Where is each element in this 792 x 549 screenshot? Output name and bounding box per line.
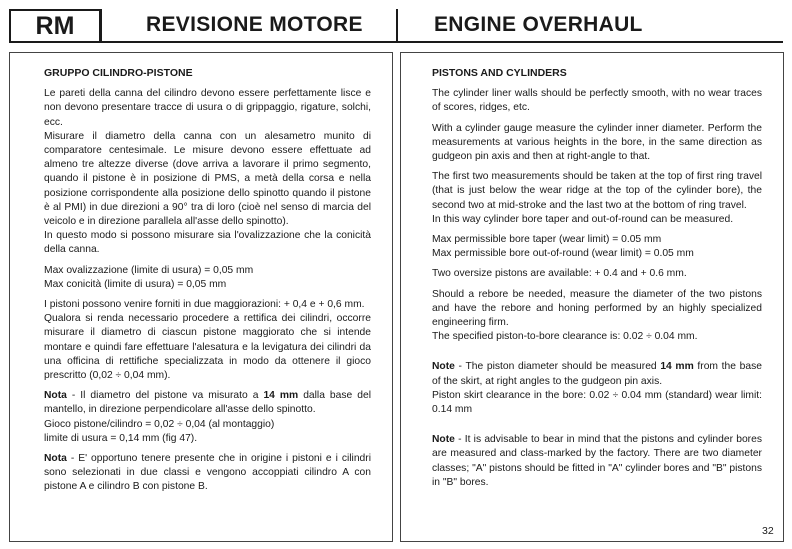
english-skirt-clearance: Piston skirt clearance in the bore: 0.02 ÷ 0.04 mm (standard) wear limit: 0.14 mm bbox=[432, 389, 762, 416]
english-paragraph-1: The cylinder liner walls should be perfectly smooth, with no wear traces of scores, ridges, etc. bbox=[432, 88, 762, 114]
english-note-2: Note - It is advisable to bear in mind that the pistons and cylinder bores are measured and class-marked by the factory. There are two diameter classes; "A" pistons should be fitted in "A" cylinder bores and "B" pistons in "B" bores. bbox=[432, 434, 762, 488]
header-divider-center bbox=[396, 9, 398, 43]
italian-rebore: Qualora si renda necessario procedere a rettifica dei cilindri, occorre misurare il diametro di ciascun pistone maggiorato che si intende montare e quindi fare effettuare l'alesatura e la levigatura dei cilindri da una officina di rettifiche specializzata in modo da ottenere il gioco prescritto (0,02 ÷ 0,04 mm). bbox=[44, 313, 371, 382]
page-header bbox=[0, 0, 792, 46]
english-paragraph-4: In this way cylinder bore taper and out-of-round can be measured. bbox=[432, 213, 734, 225]
english-limits bbox=[432, 233, 762, 261]
title-english: ENGINE OVERHAUL bbox=[434, 13, 643, 36]
title-italian: REVISIONE MOTORE bbox=[146, 13, 363, 36]
note-label: Nota bbox=[44, 453, 67, 465]
italian-heading: GRUPPO CILINDRO-PISTONE bbox=[44, 67, 193, 79]
english-note-1: Note - The piston diameter should be measured 14 mm from the base of the skirt, at right angles to the gudgeon pin axis. bbox=[432, 361, 762, 387]
italian-paragraph-2: Misurare il diametro della canna con un alesametro munito di comparatore centesimale. Le misure devono essere effettuate ad almeno tre altezze diverse (dove arriva a lavorare il primo segmento, quando il pistone è in posizione di PMS, a metà della corsa e nella posizione corrispondente alla posizione dello spinotto quando il pistone è al PMI) in due direzioni a 90° tra di loro (cioè nel senso di marcia del veicolo e in direzione parallela all'asse dello spinotto). bbox=[44, 130, 371, 228]
italian-note-1: Nota - Il diametro del pistone va misurato a 14 mm dalla base del mantello, in direzione perpendicolare all'asse dello spinotto. bbox=[44, 390, 371, 416]
note-label: Note bbox=[432, 361, 455, 373]
english-paragraph-2: With a cylinder gauge measure the cylinder inner diameter. Perform the measurements at various heights in the bore, in the same direction as gudgeon pin axis and then at right-angle to that. bbox=[432, 122, 762, 163]
italian-paragraph-3: In questo modo si possono misurare sia l'ovalizzazione che la conicità della canna. bbox=[44, 230, 371, 256]
english-paragraph-3: The first two measurements should be taken at the top of first ring travel (that is just below the wear ridge at the top of the cylinder bore), the second two at mid-stroke and the last two at the bottom of ring travel. bbox=[432, 171, 762, 211]
italian-paragraph-1: Le pareti della canna del cilindro devono essere perfettamente lisce e non devono presentare tracce di usura o di grippaggio, rigature, solchi, ecc. bbox=[44, 88, 371, 128]
section-badge: RM bbox=[9, 9, 101, 43]
italian-wear-limit: limite di usura = 0,14 mm (fig 47). bbox=[44, 432, 198, 444]
header-divider-left bbox=[100, 9, 102, 43]
italian-limits bbox=[44, 264, 371, 292]
english-oversize: Two oversize pistons are available: + 0.4 and + 0.6 mm. bbox=[432, 268, 687, 280]
page-number: 32 bbox=[762, 525, 774, 537]
italian-taper-limit: Max conicità (limite di usura) = 0,05 mm bbox=[44, 278, 227, 290]
header-rule bbox=[9, 41, 783, 43]
italian-clearance bbox=[44, 418, 371, 446]
italian-ovality-limit: Max ovalizzazione (limite di usura) = 0,05 mm bbox=[44, 264, 254, 276]
english-rebore: Should a rebore be needed, measure the diameter of the two pistons and have the rebore and honing performed by an highly specialized engineering firm. bbox=[432, 288, 762, 329]
italian-column bbox=[44, 66, 371, 501]
italian-note-2: Nota - E' opportuno tenere presente che in origine i pistoni e i cilindri sono selezionati in due classi e vengono accoppiati cilindro A con pistone A e cilindro B con pistone B. bbox=[44, 453, 371, 493]
english-column bbox=[432, 66, 762, 496]
note-label: Nota bbox=[44, 390, 67, 402]
english-heading: PISTONS AND CYLINDERS bbox=[432, 67, 567, 79]
italian-oversize: I pistoni possono venire forniti in due maggiorazioni: + 0,4 e + 0,6 mm. bbox=[44, 299, 365, 311]
italian-clearance-value: Gioco pistone/cilindro = 0,02 ÷ 0,04 (al montaggio) bbox=[44, 418, 275, 430]
english-taper-limit: Max permissible bore taper (wear limit) = 0.05 mm bbox=[432, 234, 662, 246]
english-clearance: The specified piston-to-bore clearance is: 0.02 ÷ 0.04 mm. bbox=[432, 331, 698, 343]
english-out-of-round-limit: Max permissible bore out-of-round (wear limit) = 0.05 mm bbox=[432, 248, 694, 260]
note-label: Note bbox=[432, 434, 455, 446]
